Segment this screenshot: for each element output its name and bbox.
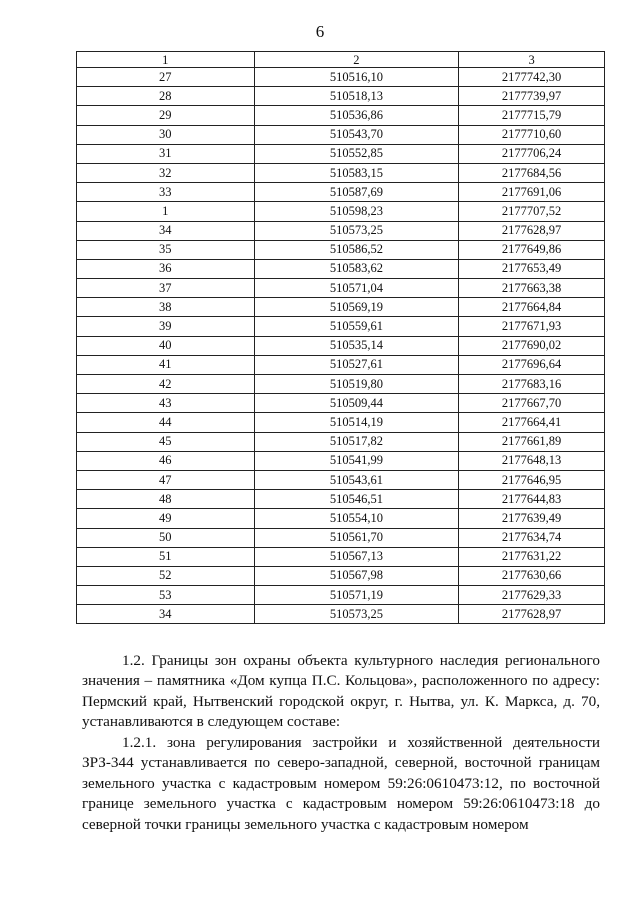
y-coordinate-cell: 2177628,97 — [459, 605, 605, 624]
table-row — [77, 221, 605, 240]
table-row — [77, 432, 605, 451]
table-row — [77, 68, 605, 87]
x-coordinate-cell: 510543,61 — [254, 470, 459, 489]
y-coordinate-cell: 2177706,24 — [459, 144, 605, 163]
table-row — [77, 298, 605, 317]
x-coordinate-cell: 510536,86 — [254, 106, 459, 125]
x-coordinate-cell: 510535,14 — [254, 336, 459, 355]
y-coordinate-cell: 2177653,49 — [459, 259, 605, 278]
x-coordinate-cell: 510583,15 — [254, 163, 459, 182]
paragraph-text: 1.2.1. зона регулирования застройки и хозяйственной деятельности ЗРЗ-344 устанавливается по северо-западной, северной, восточной границам земельного участка с кадастровым номером 59:26:0610473:12, по восточной границе земельного участка с кадастровым номером 59:26:0610473:18 до северной точки границы земельного участка с кадастровым номером — [82, 734, 600, 833]
y-coordinate-cell: 2177648,13 — [459, 451, 605, 470]
table-row — [77, 451, 605, 470]
point-number-cell: 36 — [77, 259, 255, 278]
table-row — [77, 470, 605, 489]
y-coordinate-cell: 2177691,06 — [459, 183, 605, 202]
x-coordinate-cell: 510583,62 — [254, 259, 459, 278]
table-row — [77, 125, 605, 144]
y-coordinate-cell: 2177671,93 — [459, 317, 605, 336]
table-row — [77, 87, 605, 106]
table-row — [77, 336, 605, 355]
point-number-cell: 27 — [77, 68, 255, 87]
paragraph-zone-zrz-344 — [82, 733, 600, 835]
point-number-cell: 31 — [77, 144, 255, 163]
table-row — [77, 163, 605, 182]
y-coordinate-cell: 2177742,30 — [459, 68, 605, 87]
column-header-y: 3 — [459, 52, 605, 68]
y-coordinate-cell: 2177661,89 — [459, 432, 605, 451]
point-number-cell: 53 — [77, 586, 255, 605]
point-number-cell: 29 — [77, 106, 255, 125]
point-number-cell: 30 — [77, 125, 255, 144]
x-coordinate-cell: 510567,13 — [254, 547, 459, 566]
table-row — [77, 259, 605, 278]
x-coordinate-cell: 510587,69 — [254, 183, 459, 202]
point-number-cell: 43 — [77, 394, 255, 413]
x-coordinate-cell: 510567,98 — [254, 566, 459, 585]
y-coordinate-cell: 2177684,56 — [459, 163, 605, 182]
point-number-cell: 34 — [77, 221, 255, 240]
point-number-cell: 45 — [77, 432, 255, 451]
point-number-cell: 44 — [77, 413, 255, 432]
y-coordinate-cell: 2177649,86 — [459, 240, 605, 259]
y-coordinate-cell: 2177646,95 — [459, 470, 605, 489]
point-number-cell: 33 — [77, 183, 255, 202]
table-row — [77, 509, 605, 528]
point-number-cell: 47 — [77, 470, 255, 489]
table-row — [77, 240, 605, 259]
y-coordinate-cell: 2177710,60 — [459, 125, 605, 144]
table-row — [77, 144, 605, 163]
table-row — [77, 586, 605, 605]
y-coordinate-cell: 2177634,74 — [459, 528, 605, 547]
x-coordinate-cell: 510573,25 — [254, 221, 459, 240]
point-number-cell: 28 — [77, 87, 255, 106]
y-coordinate-cell: 2177667,70 — [459, 394, 605, 413]
point-number-cell: 1 — [77, 202, 255, 221]
table-row — [77, 183, 605, 202]
x-coordinate-cell: 510586,52 — [254, 240, 459, 259]
table-row — [77, 605, 605, 624]
coordinates-table — [76, 51, 605, 624]
table-row — [77, 490, 605, 509]
x-coordinate-cell: 510517,82 — [254, 432, 459, 451]
point-number-cell: 32 — [77, 163, 255, 182]
point-number-cell: 42 — [77, 375, 255, 394]
x-coordinate-cell: 510516,10 — [254, 68, 459, 87]
point-number-cell: 38 — [77, 298, 255, 317]
point-number-cell: 50 — [77, 528, 255, 547]
y-coordinate-cell: 2177707,52 — [459, 202, 605, 221]
y-coordinate-cell: 2177664,41 — [459, 413, 605, 432]
y-coordinate-cell: 2177628,97 — [459, 221, 605, 240]
x-coordinate-cell: 510573,25 — [254, 605, 459, 624]
column-header-x: 2 — [254, 52, 459, 68]
x-coordinate-cell: 510546,51 — [254, 490, 459, 509]
table-row — [77, 547, 605, 566]
x-coordinate-cell: 510541,99 — [254, 451, 459, 470]
y-coordinate-cell: 2177739,97 — [459, 87, 605, 106]
y-coordinate-cell: 2177629,33 — [459, 586, 605, 605]
x-coordinate-cell: 510509,44 — [254, 394, 459, 413]
x-coordinate-cell: 510518,13 — [254, 87, 459, 106]
y-coordinate-cell: 2177664,84 — [459, 298, 605, 317]
table-row — [77, 394, 605, 413]
x-coordinate-cell: 510571,19 — [254, 586, 459, 605]
x-coordinate-cell: 510554,10 — [254, 509, 459, 528]
x-coordinate-cell: 510514,19 — [254, 413, 459, 432]
page-number: 6 — [315, 22, 325, 41]
point-number-cell: 40 — [77, 336, 255, 355]
x-coordinate-cell: 510552,85 — [254, 144, 459, 163]
x-coordinate-cell: 510527,61 — [254, 355, 459, 374]
paragraph-text: 1.2. Границы зон охраны объекта культурного наследия регионального значения – памятника «Дом купца П.С. Кольцова», расположенного по адресу: Пермский край, Нытвенский городской округ, г. Нытва, ул. К. Маркса, д. 70, устанавливаются в следующем составе: — [82, 652, 600, 731]
point-number-cell: 52 — [77, 566, 255, 585]
table-row — [77, 528, 605, 547]
point-number-cell: 41 — [77, 355, 255, 374]
point-number-cell: 37 — [77, 279, 255, 298]
table-row — [77, 355, 605, 374]
point-number-cell: 48 — [77, 490, 255, 509]
table-row — [77, 375, 605, 394]
y-coordinate-cell: 2177644,83 — [459, 490, 605, 509]
paragraph-zone-boundaries — [82, 651, 600, 733]
y-coordinate-cell: 2177639,49 — [459, 509, 605, 528]
table-row — [77, 566, 605, 585]
table-row — [77, 106, 605, 125]
point-number-cell: 51 — [77, 547, 255, 566]
x-coordinate-cell: 510569,19 — [254, 298, 459, 317]
y-coordinate-cell: 2177696,64 — [459, 355, 605, 374]
y-coordinate-cell: 2177631,22 — [459, 547, 605, 566]
table-row — [77, 279, 605, 298]
y-coordinate-cell: 2177683,16 — [459, 375, 605, 394]
column-header-point: 1 — [77, 52, 255, 68]
y-coordinate-cell: 2177630,66 — [459, 566, 605, 585]
y-coordinate-cell: 2177690,02 — [459, 336, 605, 355]
x-coordinate-cell: 510543,70 — [254, 125, 459, 144]
y-coordinate-cell: 2177715,79 — [459, 106, 605, 125]
point-number-cell: 46 — [77, 451, 255, 470]
table-row — [77, 413, 605, 432]
x-coordinate-cell: 510519,80 — [254, 375, 459, 394]
x-coordinate-cell: 510598,23 — [254, 202, 459, 221]
point-number-cell: 34 — [77, 605, 255, 624]
point-number-cell: 49 — [77, 509, 255, 528]
x-coordinate-cell: 510571,04 — [254, 279, 459, 298]
table-header-row — [77, 52, 605, 68]
table-row — [77, 317, 605, 336]
y-coordinate-cell: 2177663,38 — [459, 279, 605, 298]
point-number-cell: 39 — [77, 317, 255, 336]
x-coordinate-cell: 510561,70 — [254, 528, 459, 547]
table-row — [77, 202, 605, 221]
x-coordinate-cell: 510559,61 — [254, 317, 459, 336]
point-number-cell: 35 — [77, 240, 255, 259]
